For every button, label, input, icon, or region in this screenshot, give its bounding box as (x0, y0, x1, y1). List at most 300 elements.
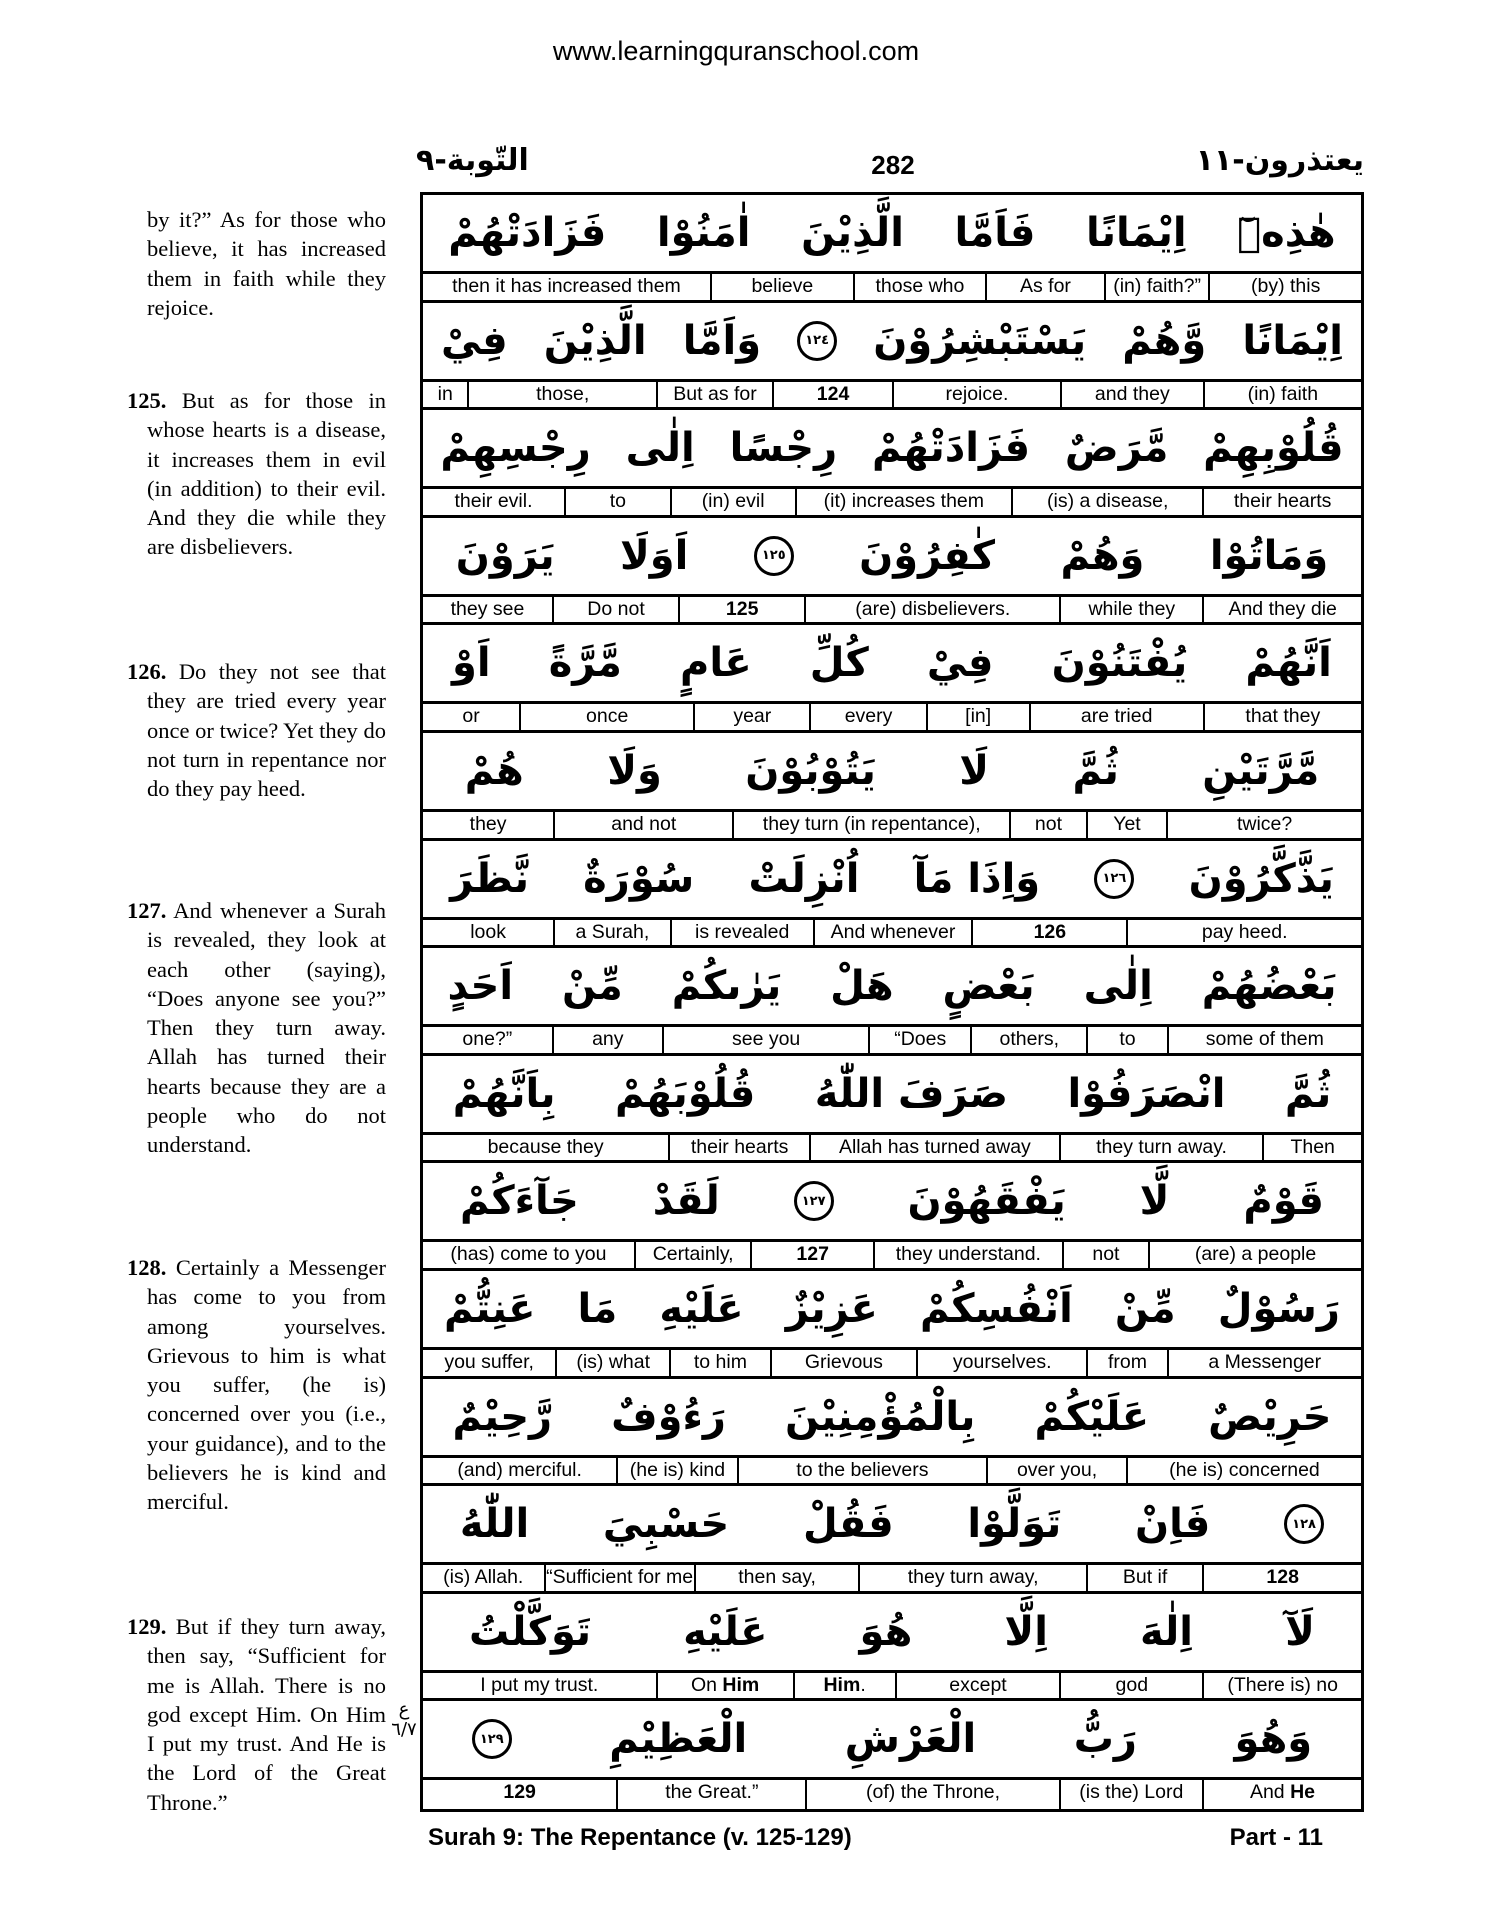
translation-row (423, 274, 1361, 303)
arabic-row (423, 410, 1361, 489)
translation-cell (895, 1673, 1060, 1699)
verse-number: ١٢٤ (805, 333, 830, 349)
translation-text: 125 (725, 597, 759, 620)
arabic-word: فَقُلْ (802, 1501, 894, 1548)
translation-row (423, 489, 1361, 518)
translation-text: those who (875, 275, 965, 297)
arabic-word: يَذَّكَّرُوْنَ (1188, 855, 1334, 902)
translation-text: (and) merciful. (457, 1458, 582, 1481)
translation-text: then it has increased them (452, 275, 681, 297)
translation-cell (868, 1027, 970, 1053)
translation-cell (656, 1673, 793, 1699)
translation-text: (is) a disease, (1047, 490, 1169, 513)
paragraph-text: Certainly a Messenger has come to you from among yourselves. Grievous to him is what you suffer, (he is) concerned over you (i.e., your guidance), and to the believers he is kind and merciful. (147, 1255, 387, 1515)
arabic-word: عَزِيْزٌ (785, 1285, 878, 1332)
translation-bold: Him (823, 1673, 861, 1696)
arabic-word: مَّرَضٌ (1064, 425, 1169, 472)
arabic-word: نَّظَرَ (450, 855, 529, 902)
translation-cell (1126, 920, 1361, 946)
arabic-word: عَلَيْكُمْ (1034, 1393, 1150, 1440)
translation-row (423, 382, 1361, 411)
translation-bold: He (1290, 1781, 1316, 1804)
arabic-word: وَّهُمْ (1122, 317, 1207, 364)
arabic-row (423, 733, 1361, 812)
translation-cell (423, 489, 564, 515)
arabic-word: اللّٰهُ (459, 1501, 530, 1548)
translation-cell (892, 382, 1060, 408)
verse-number-marker (1094, 859, 1134, 899)
translation-cell (793, 1673, 895, 1699)
translation-cell (804, 597, 1059, 623)
arabic-word: هُوَ (859, 1608, 913, 1655)
arabic-word: اِيْمَانًا (1242, 317, 1343, 364)
arabic-word: وَاِذَا مَآ (913, 855, 1041, 902)
verse-number: ١٢٥ (761, 548, 786, 564)
arabic-word: جَآءَكُمْ (459, 1178, 579, 1225)
verse-number-marker (1284, 1504, 1324, 1544)
translation-cell (1208, 274, 1361, 300)
arabic-row (423, 1163, 1361, 1242)
translation-row (423, 1350, 1361, 1379)
arabic-word: فَزَادَتْهُمْ (871, 425, 1031, 472)
arabic-word: بِالْمُؤْمِنِيْنَ (785, 1393, 976, 1440)
translation-text: 128 (1266, 1566, 1299, 1589)
verse-number: ١٢٦ (1102, 871, 1127, 887)
translation-text: (has) come to you (450, 1243, 607, 1266)
translation-paragraph (147, 205, 386, 322)
arabic-word: رَءُوْفٌ (611, 1393, 726, 1440)
arabic-word: لَآ (1285, 1608, 1315, 1655)
arabic-word: قُلُوْبِهِمْ (1203, 425, 1344, 472)
arabic-row (423, 1594, 1361, 1673)
translation-row (423, 1027, 1361, 1056)
translation-text: or (462, 705, 480, 728)
translation-paragraph (127, 657, 386, 803)
translation-cell (423, 274, 710, 300)
translation-cell (737, 1458, 987, 1484)
translation-cell (1062, 1242, 1148, 1268)
translation-cell (423, 597, 552, 623)
arabic-word: مِّنْ (562, 963, 623, 1010)
translation-text: not (1034, 812, 1063, 835)
translation-cell (858, 1565, 1085, 1591)
paragraph-text: And whenever a Surah is revealed, they look at each other (saying), “Does anyone see you?” Then they turn away. Allah has turned their hearts because they are a people who do not understand. (147, 898, 386, 1158)
translation-text: any (592, 1028, 624, 1051)
translation-text: is revealed (695, 920, 790, 943)
arabic-word: عَنِتُّمْ (444, 1285, 536, 1332)
verse-number-cell (971, 920, 1126, 946)
arabic-word: ثُمَّ (1284, 1070, 1332, 1117)
arabic-word: الَّذِيْنَ (543, 317, 647, 364)
translation-cell (423, 382, 468, 408)
verse-number: 129. (127, 1614, 167, 1639)
translation-row (423, 1780, 1361, 1809)
translation-row (423, 1135, 1361, 1164)
translation-text: (are) a people (1194, 1243, 1317, 1266)
translation-cell (873, 1242, 1062, 1268)
arabic-word: بَعْضُهُمْ (1201, 963, 1337, 1010)
verse-number: 128. (127, 1255, 167, 1280)
arabic-word: ثُمَّ (1072, 747, 1119, 794)
translation-text: from (1107, 1350, 1147, 1373)
translation-text: are tried (1080, 705, 1153, 728)
translation-cell (985, 274, 1104, 300)
page-number: 282 (871, 150, 915, 180)
translation-cell (467, 382, 655, 408)
translation-text: (he is) concerned (1169, 1458, 1320, 1481)
translation-cell (916, 1350, 1086, 1376)
arabic-word: عَامٍ (680, 640, 752, 687)
translation-text: the Great.” (665, 1781, 759, 1804)
translation-text: Allah has turned away (838, 1135, 1031, 1158)
translation-text: 126 (1033, 920, 1067, 943)
translation-cell (616, 1780, 805, 1809)
arabic-row (423, 1486, 1361, 1565)
translation-row (423, 1565, 1361, 1594)
arabic-word: اَوَلَا (619, 532, 689, 579)
translation-text: not (1092, 1243, 1120, 1266)
translation-cell (1059, 1673, 1202, 1699)
translation-cell (1126, 1458, 1361, 1484)
arabic-word: اَنَّهُمْ (1245, 640, 1332, 687)
footer-part: Part - 11 (1229, 1824, 1323, 1851)
translation-cell (423, 1673, 656, 1699)
word-by-word-table (420, 192, 1364, 1812)
translation-cell (668, 1135, 809, 1161)
translation-cell (1086, 1027, 1166, 1053)
translation-text: 124 (816, 382, 850, 405)
translation-cell (519, 704, 693, 730)
translation-cell (1086, 812, 1166, 838)
translation-cell (552, 597, 678, 623)
translation-cell (544, 1565, 694, 1591)
translation-text: they see (450, 597, 525, 620)
translation-paragraph (127, 1253, 387, 1517)
arabic-word: صَرَفَ اللّٰهُ (814, 1070, 1009, 1117)
arabic-word: كٰفِرُوْنَ (859, 532, 996, 579)
translation-text: to him (693, 1350, 747, 1373)
translation-text: And whenever (830, 920, 956, 943)
translation-cell (634, 1242, 751, 1268)
translation-text: But as for (673, 382, 757, 405)
translation-text: yourselves. (952, 1350, 1052, 1373)
translation-cell (1167, 1027, 1361, 1053)
arabic-word: اُنْزِلَتْ (748, 855, 860, 902)
translation-text: to (1119, 1028, 1136, 1051)
translation-cell (926, 704, 1029, 730)
translation-text: (is the) Lord (1079, 1781, 1184, 1804)
translation-text: look (470, 920, 506, 943)
arabic-word: رَبُّ (1073, 1716, 1137, 1763)
translation-text: Certainly, (652, 1243, 734, 1266)
arabic-word: فَاِنْ (1134, 1501, 1211, 1548)
arabic-word: يَسْتَبْشِرُوْنَ (873, 317, 1087, 364)
arabic-word: حَسْبِيَ (602, 1501, 730, 1548)
arabic-word: وَهُمْ (1060, 532, 1145, 579)
translation-cell (423, 812, 553, 838)
translation-cell (1166, 812, 1361, 838)
arabic-word: مَا (577, 1285, 618, 1332)
arabic-word: اٰمَنُوْا (656, 210, 751, 256)
translation-text: to the believers (796, 1458, 929, 1481)
translation-row (423, 920, 1361, 949)
translation-text: they turn (in repentance), (762, 812, 981, 835)
arabic-word: الْعَظِيْمِ (609, 1716, 748, 1763)
arabic-word: هُمْ (464, 747, 524, 794)
translation-text: (is) what (576, 1350, 651, 1373)
translation-text: those, (536, 382, 590, 405)
translation-text: rejoice. (945, 382, 1009, 405)
translation-cell (1202, 1673, 1361, 1699)
arabic-word: وَهُوَ (1234, 1716, 1313, 1763)
translation-cell (423, 704, 519, 730)
arabic-word: يَرَوْنَ (455, 532, 555, 579)
translation-text: they turn away. (1096, 1135, 1227, 1158)
translation-text: Grievous (804, 1350, 883, 1373)
verse-number-cell (772, 382, 892, 408)
translation-text: (in) evil (701, 490, 765, 513)
translation-text: over you, (1016, 1458, 1098, 1481)
arabic-word: الْعَرْشِ (844, 1716, 977, 1763)
arabic-word: فِيْ (926, 640, 994, 687)
verse-number-cell (678, 597, 804, 623)
translation-cell (1202, 1780, 1361, 1809)
translation-text: [in] (965, 705, 992, 728)
translation-cell (1202, 489, 1361, 515)
translation-text: year (733, 705, 772, 728)
translation-text: As for (1019, 275, 1071, 297)
arabic-word: وَلَا (607, 747, 662, 794)
translation-cell (795, 489, 1012, 515)
arabic-word: يَرٰىكُمْ (671, 963, 782, 1010)
translation-cell (423, 920, 553, 946)
translation-cell (1059, 1780, 1202, 1809)
translation-cell (423, 1565, 544, 1591)
translation-text: in (437, 382, 453, 405)
arabic-word: يُفْتَنُوْنَ (1051, 640, 1188, 687)
arabic-word: سُوْرَةٌ (583, 855, 695, 902)
arabic-word: هٰذِهٖٓ (1237, 210, 1336, 256)
arabic-word: كُلِّ (809, 640, 869, 687)
translation-row (423, 704, 1361, 733)
translation-paragraph (127, 1612, 387, 1817)
translation-cell (670, 920, 813, 946)
translation-paragraph (127, 896, 386, 1160)
translation-text: see you (731, 1028, 801, 1051)
translation-text: every (844, 705, 893, 728)
arabic-word: هَلْ (830, 963, 894, 1010)
translation-text: pay heed. (1201, 920, 1288, 943)
translation-row (423, 1458, 1361, 1487)
arabic-word: مِّنْ (1114, 1285, 1176, 1332)
translation-cell (805, 1780, 1058, 1809)
arabic-word: بِاَنَّهُمْ (452, 1070, 556, 1117)
verse-number: 125. (127, 388, 167, 413)
translation-row (423, 812, 1361, 841)
translation-row (423, 1242, 1361, 1271)
verse-number-marker (472, 1719, 512, 1759)
arabic-word: رَّحِيْمٌ (452, 1393, 553, 1440)
translation-text: (by) this (1250, 275, 1321, 297)
translation-cell (710, 274, 853, 300)
arabic-row (423, 625, 1361, 704)
translation-cell (1203, 704, 1361, 730)
translation-cell (986, 1458, 1126, 1484)
translation-text: (of) the Throne, (866, 1781, 1001, 1804)
translation-text: (it) increases them (823, 490, 985, 513)
translation-cell (1203, 382, 1361, 408)
translation-text: god (1115, 1673, 1149, 1696)
translation-cell (662, 1027, 868, 1053)
translation-cell (1059, 597, 1202, 623)
translation-bold: Him (722, 1673, 760, 1696)
arabic-row (423, 1056, 1361, 1135)
translation-cell (423, 1350, 555, 1376)
arabic-word: عَلَيْهِ (659, 1285, 744, 1332)
footer-title: Surah 9: The Repentance (v. 125-129) (428, 1824, 852, 1851)
translation-cell (423, 1027, 552, 1053)
translation-cell (423, 1242, 634, 1268)
translation-cell (656, 382, 772, 408)
translation-cell (1059, 1135, 1263, 1161)
arabic-row (423, 1379, 1361, 1458)
arabic-word: فَزَادَتْهُمْ (448, 210, 607, 256)
translation-cell (423, 1135, 668, 1161)
arabic-row (423, 841, 1361, 920)
arabic-word: رِجْسًا (729, 425, 838, 472)
arabic-word: مَّرَّةً (548, 640, 622, 687)
translation-suffix: . (860, 1673, 866, 1696)
translation-cell (853, 274, 985, 300)
translation-text: once (586, 705, 629, 728)
arabic-word: لَّا (1139, 1178, 1170, 1225)
translation-text: their evil. (454, 490, 533, 513)
translation-text: while they (1088, 597, 1176, 620)
arabic-word: مَّرَّتَيْنِ (1202, 747, 1320, 794)
arabic-word: لَقَدْ (652, 1178, 720, 1225)
translation-text: they understand. (895, 1243, 1041, 1266)
arabic-word: يَفْقَهُوْنَ (907, 1178, 1066, 1225)
arabic-row (423, 518, 1361, 597)
translation-text: one?” (462, 1028, 513, 1051)
arabic-word: وَاَمَّا (682, 317, 762, 364)
arabic-word: قَوْمٌ (1243, 1178, 1324, 1225)
translation-text: Yet (1113, 812, 1141, 835)
arabic-word: اِلٰى (625, 425, 695, 472)
translation-cell (813, 920, 972, 946)
translation-text: I put my trust. (480, 1673, 599, 1696)
translation-text: that they (1245, 705, 1321, 728)
arabic-word: اَوْ (452, 640, 491, 687)
translation-text: a Surah, (575, 920, 650, 943)
translation-row (423, 1673, 1361, 1702)
translation-cell (1029, 704, 1203, 730)
translation-cell (552, 1027, 662, 1053)
arabic-word: رَسُوْلٌ (1217, 1285, 1340, 1332)
translation-text: some of them (1205, 1028, 1324, 1051)
translation-cell (1009, 812, 1086, 838)
translation-text: then say, (738, 1566, 816, 1589)
verse-number-marker (797, 321, 837, 361)
translation-cell (694, 1565, 859, 1591)
translation-text: “Does (894, 1028, 947, 1051)
arabic-word: حَرِيْصٌ (1208, 1393, 1332, 1440)
arabic-row (423, 948, 1361, 1027)
arabic-word: الَّذِيْنَ (801, 210, 904, 256)
translation-cell (1086, 1565, 1203, 1591)
translation-cell (1167, 1350, 1361, 1376)
arabic-word: تَوَكَّلْتُ (469, 1608, 592, 1655)
ruku-mark: ع ٦/٧ (391, 1699, 417, 1740)
translation-text: (in) faith?” (1113, 275, 1202, 297)
translation-cell (1262, 1135, 1361, 1161)
translation-text: (in) faith (1247, 382, 1319, 405)
translation-cell (670, 489, 795, 515)
translation-cell (693, 704, 809, 730)
translation-cell (1148, 1242, 1361, 1268)
translation-cell (553, 812, 732, 838)
translation-text: (is) Allah. (443, 1566, 524, 1589)
translation-cell (423, 1458, 616, 1484)
verse-number: 127. (127, 898, 167, 923)
verse-number: ١٢٩ (479, 1731, 504, 1747)
translation-cell (1202, 597, 1361, 623)
translation-text: they (469, 812, 507, 835)
translation-text: (There is) no (1227, 1673, 1338, 1696)
translation-text: 129 (503, 1781, 536, 1804)
arabic-word: اِلٰهَ (1140, 1608, 1194, 1655)
site-url: www.learningquranschool.com (552, 36, 920, 66)
verse-number-cell (750, 1242, 873, 1268)
paragraph-text: Do they not see that they are tried every year once or twice? Yet they do not turn in repentance nor do they pay heed. (147, 659, 386, 802)
arabic-row (423, 1701, 1361, 1780)
juz-name-arabic: يعتذرون-١١ (1195, 143, 1364, 178)
translation-text: to (609, 490, 626, 513)
arabic-word: اِلَّا (1004, 1608, 1048, 1655)
translation-cell (970, 1027, 1086, 1053)
translation-cell (1060, 382, 1203, 408)
translation-cell (809, 704, 925, 730)
translation-cell (564, 489, 670, 515)
arabic-word: قُلُوْبَهُمْ (614, 1070, 756, 1117)
translation-text: others, (999, 1028, 1060, 1051)
surah-name-arabic: التّوبة-٩ (416, 143, 529, 178)
translation-cell (553, 920, 670, 946)
arabic-word: عَلَيْهِ (683, 1608, 768, 1655)
arabic-word: فَاَمَّا (954, 210, 1036, 256)
arabic-word: بَعْضٍ (942, 963, 1035, 1010)
paragraph-text: But if they turn away, then say, “Sufficient for me is Allah. There is no god except Him. On Him I put my trust. And He is the Lord of the Great Throne.” (147, 1614, 387, 1815)
translation-cell (1086, 1350, 1166, 1376)
arabic-word: اِيْمَانًا (1086, 210, 1187, 256)
verse-number-cell (1202, 1565, 1361, 1591)
arabic-word: اَحَدٍ (447, 963, 514, 1010)
translation-cell (1011, 489, 1202, 515)
verse-number: 126. (127, 659, 167, 684)
translation-text: Then (1290, 1135, 1335, 1158)
verse-number: ١٢٨ (1292, 1516, 1316, 1532)
arabic-row (423, 195, 1361, 274)
translation-row (423, 597, 1361, 626)
paragraph-text: by it?” As for those who believe, it has increased them in faith while they rejoice. (147, 207, 386, 320)
translation-text: and not (611, 812, 677, 835)
translation-text: (are) disbelievers. (855, 597, 1011, 620)
verse-number-marker (794, 1181, 834, 1221)
arabic-word: وَمَاتُوْا (1209, 532, 1329, 579)
translation-text: On (690, 1673, 723, 1696)
translation-text: Do not (587, 597, 645, 620)
translation-cell (669, 1350, 770, 1376)
